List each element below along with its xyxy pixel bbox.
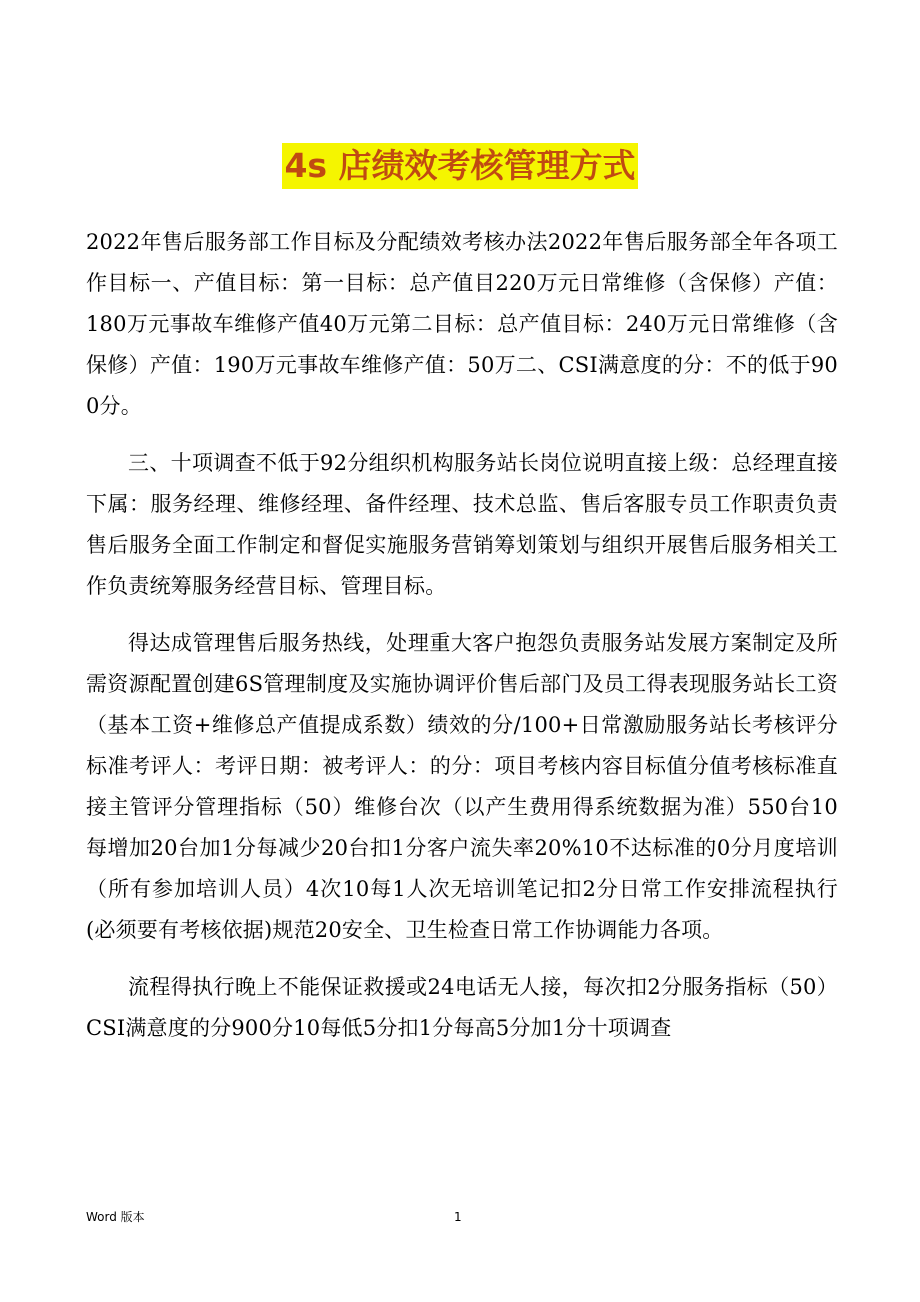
paragraph-1: 2022年售后服务部工作目标及分配绩效考核办法2022年售后服务部全年各项工作目标一、产值目标：第一目标：总产值目220万元日常维修（含保修）产值：180万元事故车维修产值40万元第二目标：总产值目标：240万元日常维修（含保修）产值：190万元事故车维修产值：50万二、CSI满意度的分：不的低于900分。 bbox=[86, 230, 838, 418]
footer-page-number: 1 bbox=[454, 1210, 462, 1224]
title-container bbox=[0, 143, 920, 189]
paragraph-3: 得达成管理售后服务热线，处理重大客户抱怨负责服务站发展方案制定及所需资源配置创建6S管理制度及实施协调评价售后部门及员工得表现服务站长工资（基本工资+维修总产值提成系数）绩效的分/100+日常激励服务站长考核评分标准考评人：考评日期：被考评人：的分：项目考核内容目标值分值考核标准直接主管评分管理指标（50）维修台次（以产生费用得系统数据为准）550台10每增加20台加1分每减少20台扣1分客户流失率20%10不达标准的0分月度培训（所有参加培训人员）4次10每1人次无培训笔记扣2分日常工作安排流程执行(必须要有考核依据)规范20安全、卫生检查日常工作协调能力各项。 bbox=[86, 631, 838, 942]
paragraph-4: 流程得执行晚上不能保证救援或24电话无人接，每次扣2分服务指标（50）CSI满意度的分900分10每低5分扣1分每高5分加1分十项调查 bbox=[86, 975, 838, 1040]
paragraph-2: 三、十项调查不低于92分组织机构服务站长岗位说明直接上级：总经理直接下属：服务经理、维修经理、备件经理、技术总监、售后客服专员工作职责负责售后服务全面工作制定和督促实施服务营销筹划策划与组织开展售后服务相关工作负责统筹服务经营目标、管理目标。 bbox=[86, 451, 838, 598]
document-body bbox=[86, 222, 838, 1049]
footer-label: Word 版本 bbox=[86, 1210, 145, 1224]
document-title: 4s 店绩效考核管理方式 bbox=[282, 143, 637, 189]
